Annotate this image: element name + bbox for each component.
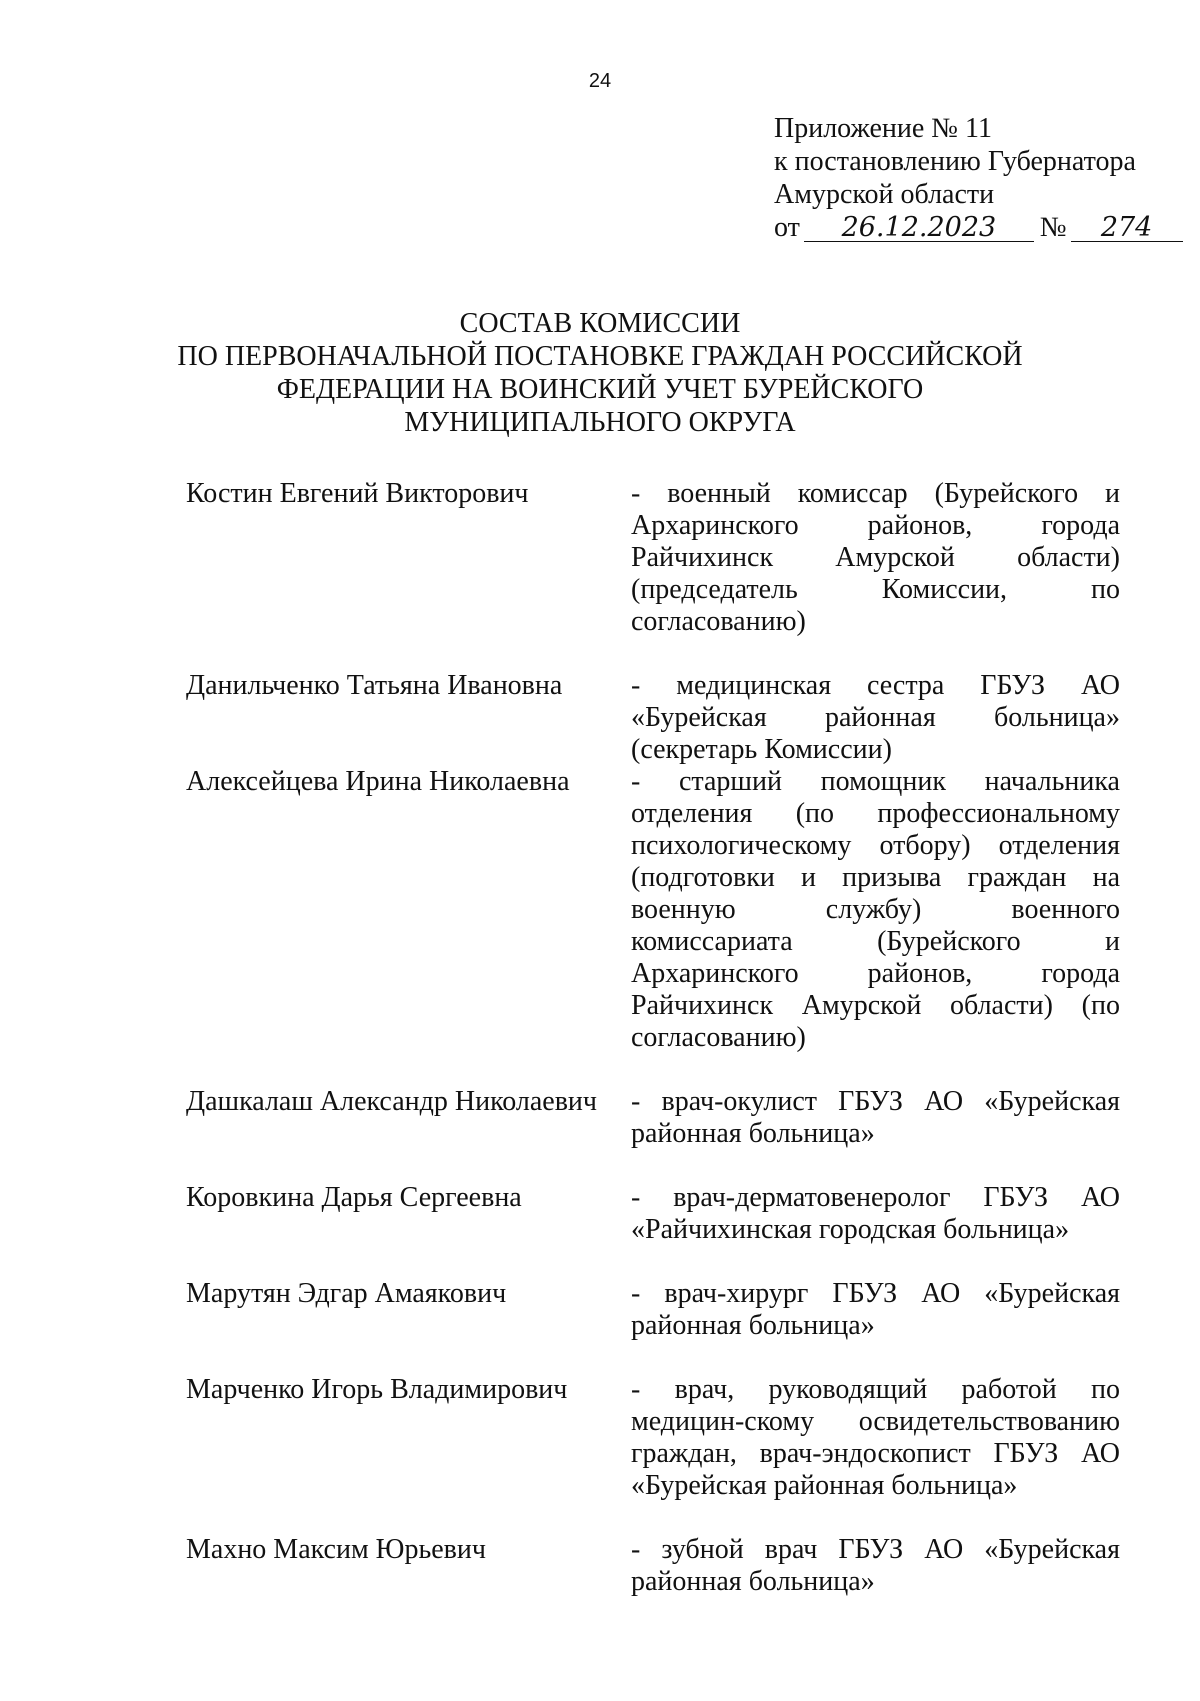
member-name: Марченко Игорь Владимирович xyxy=(186,1374,568,1405)
member-name: Махно Максим Юрьевич xyxy=(186,1534,486,1565)
handwritten-date: 26.12.2023 xyxy=(804,215,1034,242)
title-line-4: МУНИЦИПАЛЬНОГО ОКРУГА xyxy=(404,407,796,438)
member-row xyxy=(186,1374,1120,1502)
commission-members-list xyxy=(186,478,1120,1598)
appendix-header xyxy=(774,112,1183,244)
member-row xyxy=(186,670,1120,766)
member-name: Марутян Эдгар Амаякович xyxy=(186,1278,507,1309)
member-name: Костин Евгений Викторович xyxy=(186,478,529,509)
member-row xyxy=(186,1182,1120,1246)
member-name: Дашкалаш Александр Николаевич xyxy=(186,1086,597,1117)
appendix-line-1: Приложение № 11 xyxy=(774,113,992,144)
appendix-date-line xyxy=(774,211,1183,244)
member-row xyxy=(186,1534,1120,1598)
member-role: - военный комиссар (Бурейского и Архаринского районов, города Райчихинск Амурской области) (председатель Комиссии, по согласованию) xyxy=(631,478,1120,637)
page-number: 24 xyxy=(588,70,612,92)
member-row xyxy=(186,478,1120,638)
title-line-2: ПО ПЕРВОНАЧАЛЬНОЙ ПОСТАНОВКЕ ГРАЖДАН РОССИЙСКОЙ xyxy=(177,341,1023,372)
member-role: - медицинская сестра ГБУЗ АО «Бурейская районная больница» (секретарь Комиссии) xyxy=(631,670,1120,765)
member-row xyxy=(186,1086,1120,1150)
member-name: Алексейцева Ирина Николаевна xyxy=(186,766,570,797)
appendix-line-2: к постановлению Губернатора xyxy=(774,146,1136,177)
title-line-3: ФЕДЕРАЦИИ НА ВОИНСКИЙ УЧЕТ БУРЕЙСКОГО xyxy=(276,374,924,405)
member-role: - зубной врач ГБУЗ АО «Бурейская районная больница» xyxy=(631,1534,1120,1597)
member-name: Данильченко Татьяна Ивановна xyxy=(186,670,563,701)
document-title xyxy=(0,307,1200,439)
handwritten-number: 274 xyxy=(1071,215,1183,242)
member-role: - старший помощник начальника отделения (по профессиональному психологическому отбору) отделения (подготовки и призыва граждан на военную службу) военного комиссариата (Бурейского и Архаринского районов, города Райчихинск Амурской области) (по согласованию) xyxy=(631,766,1120,1053)
title-line-1: СОСТАВ КОМИССИИ xyxy=(459,308,741,339)
member-row xyxy=(186,766,1120,1054)
date-prefix: от xyxy=(774,212,800,243)
appendix-line-3: Амурской области xyxy=(774,179,995,210)
member-role: - врач-дерматовенеролог ГБУЗ АО «Райчихинская городская больница» xyxy=(631,1182,1120,1245)
member-role: - врач, руководящий работой по медицин-скому освидетельствованию граждан, врач-эндоскопист ГБУЗ АО «Бурейская районная больница» xyxy=(631,1374,1120,1501)
member-name: Коровкина Дарья Сергеевна xyxy=(186,1182,522,1213)
member-row xyxy=(186,1278,1120,1342)
number-sign: № xyxy=(1039,212,1067,243)
member-role: - врач-хирург ГБУЗ АО «Бурейская районная больница» xyxy=(631,1278,1120,1341)
member-role: - врач-окулист ГБУЗ АО «Бурейская районная больница» xyxy=(631,1086,1120,1149)
